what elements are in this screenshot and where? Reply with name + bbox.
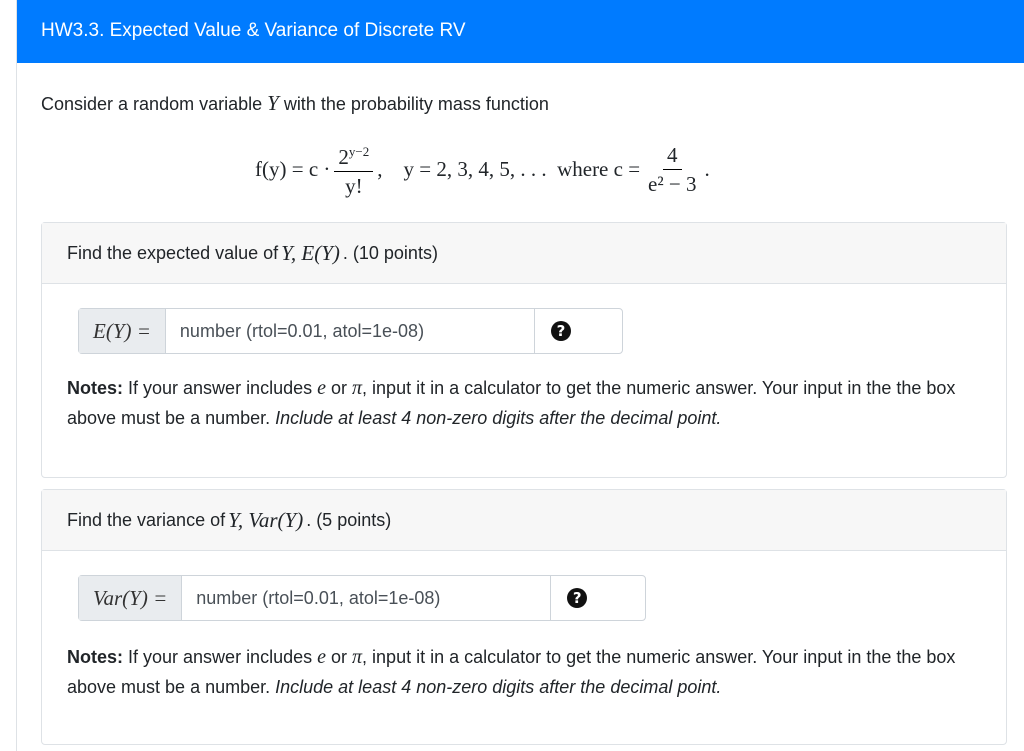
question-header [17,0,1024,63]
notes-or: or [326,378,353,398]
notes-pi: π [352,377,363,399]
question-title: HW3.3. Expected Value & Variance of Discrete RV [41,20,466,41]
problem-intro [41,90,549,117]
expected-value-input[interactable] [166,309,534,353]
variance-input[interactable] [182,576,550,620]
question-prompt [42,223,1006,284]
constant-fraction [644,143,700,196]
prompt-text: Find the expected value of [67,242,279,263]
prompt-math: Y, Var(Y) [228,507,304,532]
question-circle-icon: ? [551,321,571,341]
notes-part: If your answer includes [123,378,318,398]
notes-text [67,642,977,702]
prompt-points: . (5 points) [306,509,392,530]
intro-prefix: Consider a random variable [41,94,268,114]
notes-text [67,373,977,433]
question-card [16,0,1024,751]
input-label-text: E(Y) = [93,318,151,343]
notes-part: , input it in a calculator to get the numeric answer. Your input in the the box above must be a number. [67,378,956,428]
notes-label: Notes: [67,647,124,667]
notes-e: e [317,377,326,399]
notes-italic: Include at least 4 non-zero digits after the decimal point. [275,408,722,428]
numerator-base: 2 [338,145,349,169]
question-circle-icon: ? [567,588,587,608]
formula-denominator: y! [345,174,363,198]
constant-denominator: e² − 3 [648,171,697,196]
formula-lhs: f(y) = c · [255,156,331,181]
help-button[interactable] [534,309,587,353]
notes-or: or [326,647,353,667]
formula-period: . [704,156,710,181]
formula-support: , y = 2, 3, 4, 5, . . . where c = [377,156,641,181]
help-button[interactable] [550,576,603,620]
question-variance [41,489,1007,745]
notes-part: If your answer includes [123,647,318,667]
prompt-points: . (10 points) [342,242,438,263]
question-expected-value [41,222,1007,478]
notes-label: Notes: [67,378,124,398]
intro-variable: Y [267,91,279,115]
formula-fraction [334,140,373,198]
prompt-text: Find the variance of [67,509,226,530]
notes-e: e [317,646,326,668]
pmf-formula [255,138,710,200]
answer-input-group [78,308,623,354]
formula-numerator [334,140,373,172]
question-prompt [42,490,1006,551]
answer-input-group [78,575,646,621]
notes-pi: π [352,646,363,668]
constant-numerator: 4 [663,143,682,170]
prompt-math: Y, E(Y) [281,240,340,265]
notes-part: , input it in a calculator to get the numeric answer. Your input in the the box above must be a number. [67,647,956,697]
input-label-text: Var(Y) = [93,585,168,610]
input-label [79,309,166,353]
numerator-exponent: y−2 [348,144,370,159]
input-label [79,576,182,620]
intro-suffix: with the probability mass function [278,94,549,114]
notes-italic: Include at least 4 non-zero digits after the decimal point. [275,677,722,697]
